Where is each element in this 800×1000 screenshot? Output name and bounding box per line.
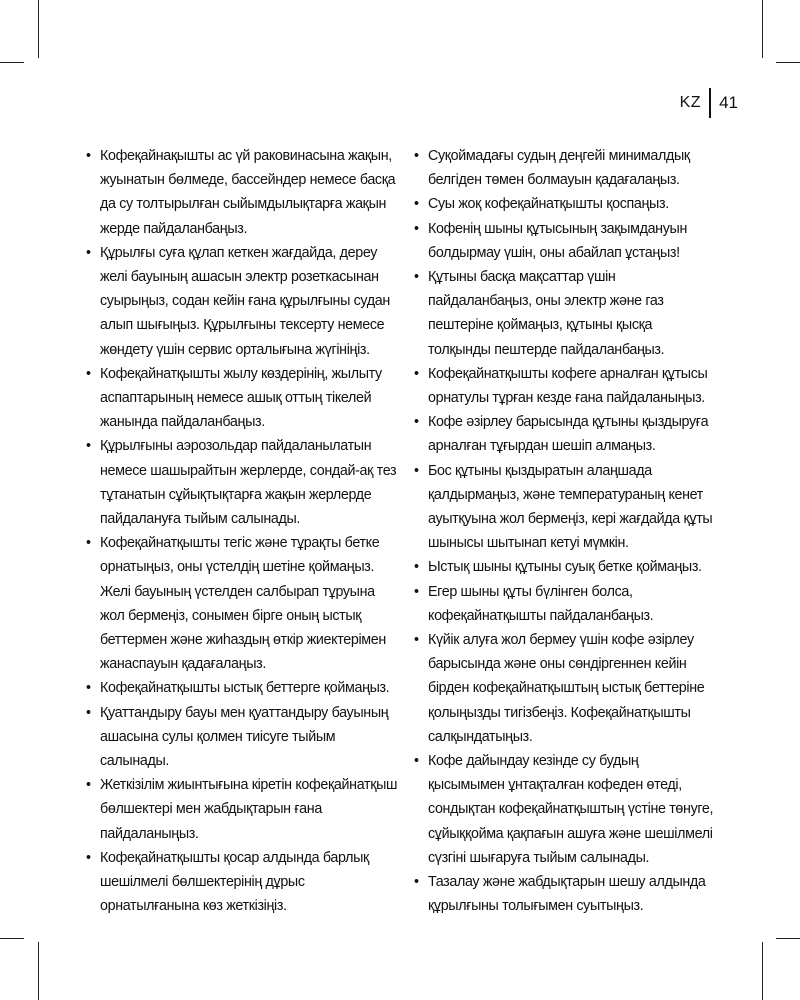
list-item: • Кофеқайнатқышты жылу көздерінің, жылыту аспаптарының немесе ашық оттың тікелей жанында пайдаланбаңыз. [86,362,398,435]
left-column [86,144,398,919]
list-item: • Кофеқайнақышты ас үй раковинасына жақын, жуынатын бөлмеде, бассейндер немесе басқа да су толтырылған сыйымдылықтарға жақын жерде пайдаланбаңыз. [86,144,398,241]
list-item: • Кофе дайындау кезінде су будың қысымымен ұнтақталған кофеден өтеді, сондықтан кофеқайнатқыштың үстіне төнуге, сұйыққойма қақпағын ашуға және шешілмелі сүзгіні шығаруға тыйым салынады. [414,749,716,870]
crop-mark [776,62,800,63]
crop-mark [38,942,39,1000]
list-item: • Кофенің шыны құтысының зақымдануын болдырмау үшін, оны абайлап ұстаңыз! [414,217,716,265]
list-item: • Қуаттандыру бауы мен қуаттандыру бауының ашасына сулы қолмен тиісуге тыйым салынады. [86,701,398,774]
page-number: 41 [719,93,738,112]
crop-mark [762,0,763,58]
list-item: • Тазалау және жабдықтарын шешу алдында құрылғыны толығымен суытыңыз. [414,870,716,918]
list-item: • Суы жоқ кофеқайнатқышты қоспаңыз. [414,192,716,216]
crop-mark [762,942,763,1000]
language-code: KZ [679,94,702,111]
header-divider [709,88,711,118]
right-column [414,144,716,919]
list-item: • Кофе әзірлеу барысында құтыны қыздыруға арналған тұғырдан шешіп алмаңыз. [414,410,716,458]
page-header [680,88,738,118]
list-item: • Жеткізілім жиынтығына кіретін кофеқайнатқыш бөлшектері мен жабдықтарын ғана пайдаланыңыз. [86,773,398,846]
list-item: • Құрылғыны аэрозольдар пайдаланылатын немесе шашырайтын жерлерде, сондай-ақ тез тұтанатын сұйықтықтарға жақын жерлерде пайдалануға тыйым салынады. [86,434,398,531]
list-item: • Кофеқайнатқышты қосар алдында барлық шешілмелі бөлшектерінің дұрыс орнатылғанына көз жеткізіңіз. [86,846,398,919]
list-item: • Бос құтыны қыздыратын алаңшада қалдырмаңыз, және температураның кенет ауытқуына жол бермеңіз, кері жағдайда құты шынысы шытынап кетуі мүмкін. [414,459,716,556]
list-item: • Суқоймадағы судың деңгейі минималдық белгіден төмен болмауын қадағалаңыз. [414,144,716,192]
crop-mark [776,938,800,939]
crop-mark [38,0,39,58]
crop-mark [0,62,24,63]
list-item: • Кофеқайнатқышты кофеге арналған құтысы орнатулы тұрған кезде ғана пайдаланыңыз. [414,362,716,410]
list-item: • Кофеқайнатқышты ыстық беттерге қоймаңыз. [86,676,398,700]
list-item: • Егер шыны құты бүлінген болса, кофеқайнатқышты пайдаланбаңыз. [414,580,716,628]
crop-mark [0,938,24,939]
list-item: • Құрылғы суға құлап кеткен жағдайда, дереу желі бауының ашасын электр розеткасынан суырыңыз, содан кейін ғана құрылғыны судан алып шығыңыз. Құрылғыны тексерту немесе жөндету үшін сервис орталығына жүгініңіз. [86,241,398,362]
list-item: • Ыстық шыны құтыны суық бетке қоймаңыз. [414,555,716,579]
list-item: • Кофеқайнатқышты тегіс және тұрақты бетке орнатыңыз, оны үстелдің шетіне қоймаңыз. Желі бауының үстелден салбырап тұруына жол бермеңіз, сонымен бірге оның ыстық беттермен және жиһаздың өткір жиектерімен жанаспауын қадағалаңыз. [86,531,398,676]
list-item: • Күйік алуға жол бермеу үшін кофе әзірлеу барысында және оны сөндіргеннен кейін бірден кофеқайнатқыштың ыстық беттеріне қолыңызды тигізбеңіз. Кофеқайнатқышты салқындатыңыз. [414,628,716,749]
list-item: • Құтыны басқа мақсаттар үшін пайдаланбаңыз, оны электр және газ пештеріне қоймаңыз, құтыны қысқа толқынды пештерде пайдаланбаңыз. [414,265,716,362]
